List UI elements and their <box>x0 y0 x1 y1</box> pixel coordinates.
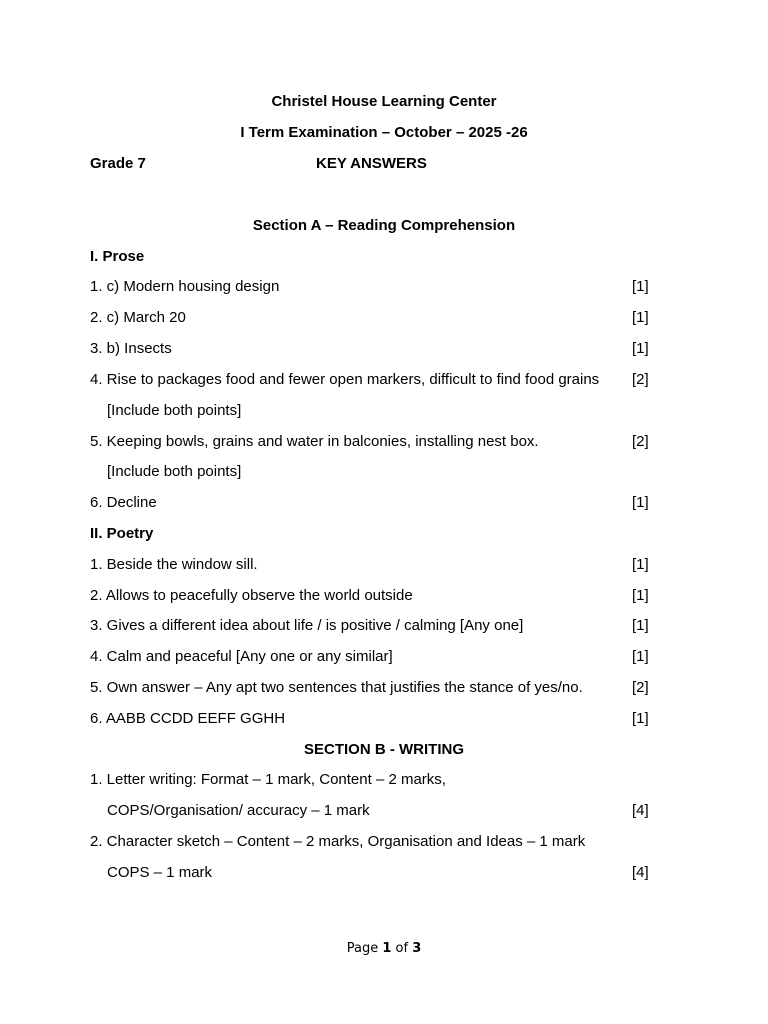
writing-mark-2: [4] <box>632 864 649 881</box>
prose-answer-4: 4. Rise to packages food and fewer open markers, difficult to find food grains <box>90 371 600 388</box>
poetry-answer-6: 6. AABB CCDD EEFF GGHH <box>90 710 286 727</box>
grade-label: Grade 7 <box>90 155 146 172</box>
prose-answer-2: 2. c) March 20 <box>90 309 186 326</box>
poetry-answer-4: 4. Calm and peaceful [Any one or any similar] <box>90 648 393 665</box>
prose-answer-6: 6. Decline <box>90 494 157 511</box>
poetry-mark-2: [1] <box>632 587 649 604</box>
school-name: Christel House Learning Center <box>271 93 497 110</box>
poetry-heading: II. Poetry <box>90 525 154 542</box>
section-b-title: SECTION B - WRITING <box>304 741 464 758</box>
prose-answer-5: 5. Keeping bowls, grains and water in balconies, installing nest box. <box>90 433 539 450</box>
writing-answer-1: 1. Letter writing: Format – 1 mark, Content – 2 marks, <box>90 771 446 788</box>
of-word: of <box>395 941 409 956</box>
writing-answer-2-cont: COPS – 1 mark <box>107 864 213 881</box>
prose-answer-5-note: [Include both points] <box>107 463 242 480</box>
prose-mark-2: [1] <box>632 309 649 326</box>
page-word: Page <box>346 941 379 956</box>
poetry-mark-3: [1] <box>632 617 649 634</box>
prose-mark-5: [2] <box>632 433 649 450</box>
writing-answer-2: 2. Character sketch – Content – 2 marks, Organisation and Ideas – 1 mark <box>90 833 586 850</box>
poetry-answer-3: 3. Gives a different idea about life / is positive / calming [Any one] <box>90 617 524 634</box>
prose-mark-3: [1] <box>632 340 649 357</box>
prose-mark-6: [1] <box>632 494 649 511</box>
poetry-mark-6: [1] <box>632 710 649 727</box>
writing-answer-1-cont: COPS/Organisation/ accuracy – 1 mark <box>107 802 370 819</box>
prose-answer-3: 3. b) Insects <box>90 340 172 357</box>
poetry-answer-2: 2. Allows to peacefully observe the world outside <box>90 587 413 604</box>
exam-title: I Term Examination – October – 2025 -26 <box>240 124 528 141</box>
prose-mark-1: [1] <box>632 278 649 295</box>
prose-mark-4: [2] <box>632 371 649 388</box>
page-current: 1 <box>382 941 392 956</box>
poetry-answer-5: 5. Own answer – Any apt two sentences that justifies the stance of yes/no. <box>90 679 583 696</box>
poetry-answer-1: 1. Beside the window sill. <box>90 556 258 573</box>
poetry-mark-4: [1] <box>632 648 649 665</box>
section-a-title: Section A – Reading Comprehension <box>252 217 516 234</box>
poetry-mark-5: [2] <box>632 679 649 696</box>
prose-answer-1: 1. c) Modern housing design <box>90 278 280 295</box>
writing-mark-1: [4] <box>632 802 649 819</box>
page-total: 3 <box>412 941 422 956</box>
prose-answer-4-note: [Include both points] <box>107 402 242 419</box>
page-footer <box>0 939 768 959</box>
prose-heading: I. Prose <box>90 248 145 265</box>
poetry-mark-1: [1] <box>632 556 649 573</box>
key-answers-label: KEY ANSWERS <box>316 155 427 172</box>
